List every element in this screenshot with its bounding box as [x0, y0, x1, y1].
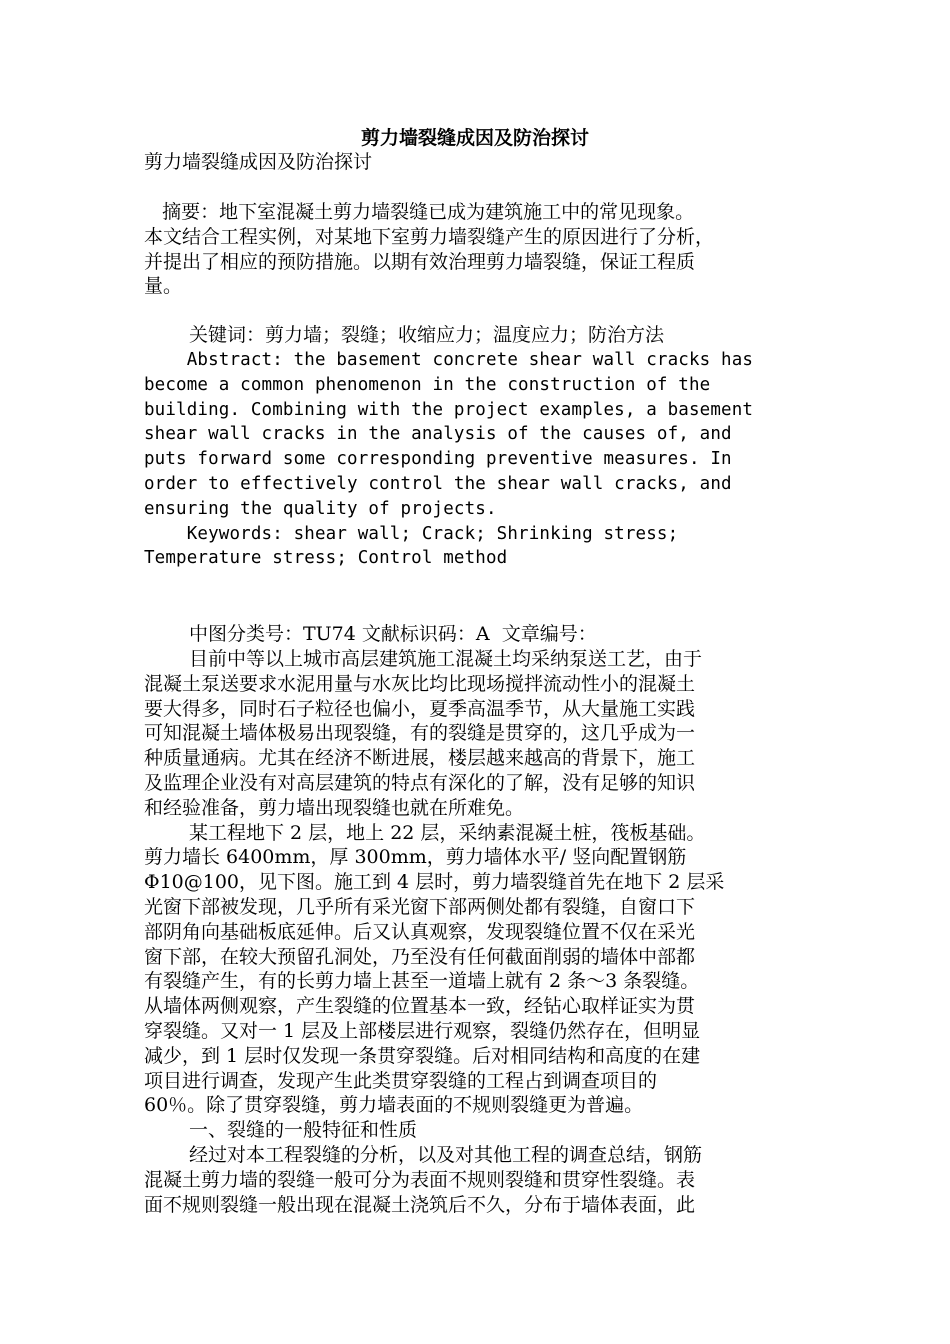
- body-line: 有裂缝产生，有的长剪力墙上甚至一道墙上就有 2 条～3 条裂缝。: [144, 970, 700, 993]
- body-line: 剪力墙长 6400mm，厚 300mm，剪力墙体水平/ 竖向配置钢筋: [144, 846, 687, 869]
- body-line: 和经验准备，剪力墙出现裂缝也就在所难免。: [144, 796, 525, 819]
- body-line: Φ10@100，见下图。施工到 4 层时，剪力墙裂缝首先在地下 2 层采: [144, 871, 725, 894]
- keywords-cn: [144, 323, 869, 348]
- abstract-en-line: shear wall cracks in the analysis of the causes of, and: [144, 424, 732, 445]
- body-line: 光窗下部被发现，几乎所有采光窗下部两侧处都有裂缝，自窗口下: [144, 895, 696, 918]
- body-line: 混凝土剪力墙的裂缝一般可分为表面不规则裂缝和贯穿性裂缝。表: [144, 1168, 696, 1191]
- body-line: 60％。除了贯穿裂缝，剪力墙表面的不规则裂缝更为普遍。: [144, 1094, 644, 1117]
- abstract-cn-line: 量。: [144, 275, 183, 298]
- abstract-cn-line: 摘要：地下室混凝土剪力墙裂缝已成为建筑施工中的常见现象。: [144, 201, 695, 223]
- keywords-cn-line: 关键词：剪力墙；裂缝；收缩应力；温度应力；防治方法: [189, 324, 665, 346]
- abstract-en-line: become a common phenomenon in the construction of the: [144, 374, 711, 395]
- abstract-en-line: Abstract: the basement concrete shear wall cracks has: [144, 350, 754, 370]
- abstract-en-line: order to effectively control the shear wall cracks, and: [144, 473, 732, 494]
- document-title: 剪力墙裂缝成因及防治探讨: [360, 127, 589, 149]
- body-line: 目前中等以上城市高层建筑施工混凝土均采纳泵送工艺，由于: [189, 648, 703, 670]
- body-line: 及监理企业没有对高层建筑的特点有深化的了解，没有足够的知识: [144, 771, 696, 794]
- body-line: 窗下部，在较大预留孔洞处，乃至没有任何截面削弱的墙体中部都: [144, 945, 696, 968]
- body-line: 某工程地下 2 层，地上 22 层，采纳素混凝土桩，筏板基础。: [189, 821, 706, 844]
- abstract-en-line: Temperature stress; Control method: [144, 548, 508, 569]
- body-line: 穿裂缝。又对一 1 层及上部楼层进行观察，裂缝仍然存在，但明显: [144, 1019, 701, 1042]
- body-text: [144, 647, 824, 1217]
- abstract-en-line: puts forward some corresponding preventive measures. In: [144, 449, 732, 470]
- abstract-cn: [144, 200, 824, 299]
- body-line: 要大得多，同时石子粒径也偏小，夏季高温季节，从大量施工实践: [144, 697, 696, 720]
- document-subtitle: 剪力墙裂缝成因及防治探讨: [144, 151, 373, 173]
- body-line: 种质量通病。尤其在经济不断进展，楼层越来越高的背景下，施工: [144, 747, 696, 770]
- body-line: 混凝土泵送要求水泥用量与水灰比均比现场搅拌流动性小的混凝土: [144, 672, 696, 695]
- body-line: 面不规则裂缝一般出现在混凝土浇筑后不久，分布于墙体表面，此: [144, 1193, 696, 1216]
- body-line: 减少，到 1 层时仅发现一条贯穿裂缝。后对相同结构和高度的在建: [144, 1044, 701, 1067]
- body-line: 部阴角向基础板底延伸。后又认真观察，发现裂缝位置不仅在采光: [144, 920, 696, 943]
- abstract-en: [144, 348, 824, 571]
- classification-line: 中图分类号：TU74 文献标识码：A 文章编号：: [189, 623, 597, 645]
- body-line: 从墙体两侧观察，产生裂缝的位置基本一致，经钻心取样证实为贯: [144, 995, 696, 1018]
- abstract-en-line: building. Combining with the project examples, a basement: [144, 399, 754, 420]
- abstract-en-line: Keywords: shear wall; Crack; Shrinking stress;: [144, 523, 679, 544]
- classification: [144, 622, 869, 647]
- body-line: 经过对本工程裂缝的分析，以及对其他工程的调查总结，钢筋: [189, 1143, 703, 1166]
- body-line: 项目进行调查，发现产生此类贯穿裂缝的工程占到调查项目的: [144, 1069, 658, 1092]
- abstract-cn-line: 本文结合工程实例，对某地下室剪力墙裂缝产生的原因进行了分析，: [144, 225, 715, 248]
- body-line: 可知混凝土墙体极易出现裂缝，有的裂缝是贯穿的，这几乎成为一: [144, 722, 696, 745]
- abstract-en-line: ensuring the quality of projects.: [144, 498, 497, 519]
- abstract-cn-line: 并提出了相应的预防措施。以期有效治理剪力墙裂缝，保证工程质: [144, 250, 696, 273]
- body-line: 一、裂缝的一般特征和性质: [189, 1119, 418, 1142]
